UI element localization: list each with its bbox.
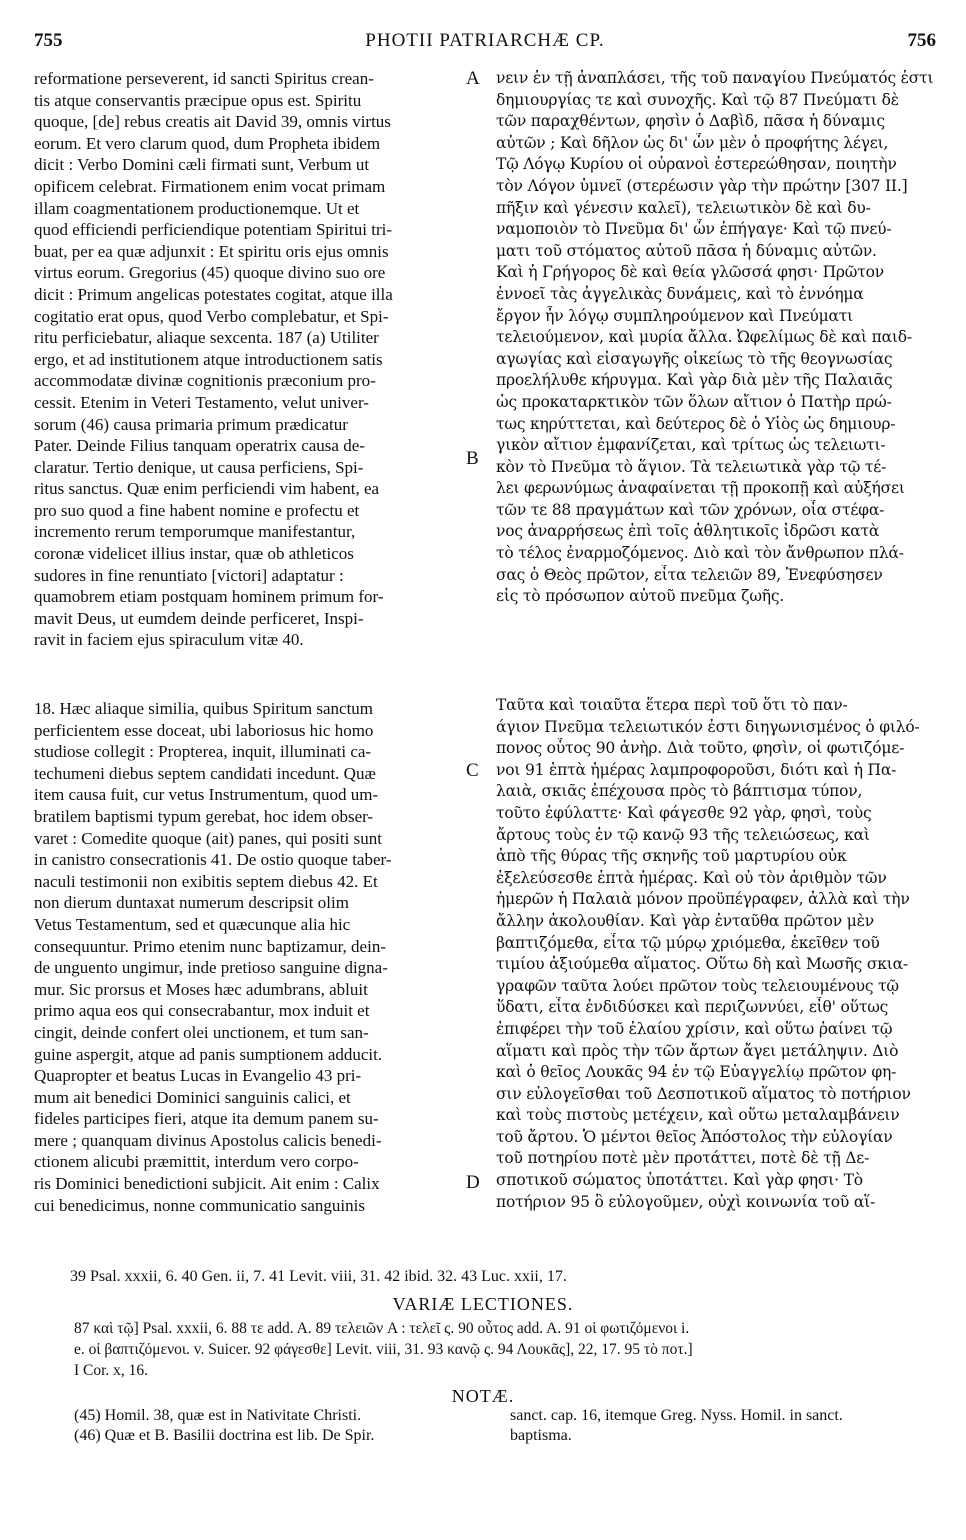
- greek-line: ἄλλην ἀκολουθίαν. Καὶ γὰρ ἐνταῦθα πρῶτον μὲν: [496, 911, 874, 930]
- greek-line: ἔργον ἦν λόγῳ συμπληρούμενον καὶ Πνεύματι: [496, 306, 853, 325]
- latin-line: perficientem esse doceat, ubi laboriosus hic homo: [34, 720, 374, 740]
- note-line: (45) Homil. 38, quæ est in Nativitate Christi.: [74, 1407, 362, 1424]
- latin-line: mavit Deus, ut eumdem deinde perficeret, Inspi-: [34, 608, 364, 628]
- latin-column-bottom: [34, 698, 486, 1216]
- greek-line: ἄρτους τοὺς ἐν τῷ κανῷ 93 τῆς τελειώσεως, καὶ: [496, 825, 870, 844]
- greek-line: τὸν Λόγον ὑμνεῖ (στερέωσιν γὰρ τὴν πρώτην [307 II.]: [496, 176, 908, 195]
- greek-line: τιμίου ἀξιούμεθα αἵματος. Οὕτω δὴ καὶ Μωσῆς σκια-: [496, 955, 908, 974]
- variae-lectiones: [74, 1318, 936, 1381]
- notae-right: [510, 1406, 940, 1446]
- greek-line: σποτικοῦ σώματος ὑποτάττει. Καὶ γὰρ φησι· Τὸ: [496, 1171, 863, 1190]
- greek-line: τῶν τε 88 πραγμάτων καὶ τῶν χρόνων, οἷα στέφα-: [496, 500, 885, 519]
- latin-line: pro suo quod a fine habent nomine e profectu et: [34, 500, 360, 520]
- latin-line: quamobrem etiam postquam hominem primum for-: [34, 587, 384, 607]
- latin-line: ritu perficiebatur, aliaque sexcenta. 187 (a) Utiliter: [34, 328, 379, 348]
- latin-line: buat, per ea quæ adjunxit : Et spiritu oris ejus omnis: [34, 241, 389, 261]
- latin-line: claratur. Tertio denique, ut causa perficiens, Spi-: [34, 457, 364, 477]
- margin-markers: [466, 68, 490, 1268]
- latin-line: ctionem alicubi præmittit, interdum vero corpo-: [34, 1152, 359, 1172]
- greek-line: εἰς τὸ πρόσωπον αὐτοῦ πνεῦμα ζωῆς.: [496, 587, 785, 606]
- greek-line: προελήλυθε κήρυγμα. Καὶ γὰρ διὰ μὲν τῆς Παλαιᾶς: [496, 371, 893, 390]
- greek-line: ὕδατι, εἶτα ἐνδιδύσκει καὶ περιζωννύει, εἶθ' οὕτως: [496, 998, 889, 1017]
- page-number-left: 755: [34, 30, 63, 51]
- latin-line: in canistro consecrationis 41. De ostio quoque taber-: [34, 850, 392, 870]
- latin-line: ravit in faciem ejus spiraculum vitæ 40.: [34, 630, 304, 650]
- margin-marker: B: [466, 448, 479, 469]
- greek-line: ἐπιφέρει τὴν τοῦ ἐλαίου χρίσιν, καὶ οὕτω ῥαίνει τῷ: [496, 1019, 893, 1038]
- latin-line: cessit. Etenim in Veteri Testamento, velut univer-: [34, 392, 369, 412]
- notae-heading: NOTÆ.: [451, 1386, 515, 1406]
- greek-line: ὡς προκαταρκτικὸν τῶν ὅλων αἴτιον ὁ Πατὴρ πρώ-: [496, 392, 892, 411]
- greek-line: ἀπὸ τῆς θύρας τῆς σκηνῆς τοῦ μαρτυρίου οὐκ: [496, 847, 847, 866]
- running-title: PHOTII PATRIARCHÆ CP.: [365, 30, 605, 51]
- note-line: sanct. cap. 16, itemque Greg. Nyss. Homil. in sanct.: [510, 1407, 843, 1424]
- margin-marker: C: [466, 760, 479, 781]
- latin-line: illam coagmentationem productionemque. Ut et: [34, 198, 360, 218]
- latin-line: virtus eorum. Gregorius (45) quoque divino suo ore: [34, 263, 386, 283]
- latin-line: accommodatæ divinæ cognitionis præconium pro-: [34, 371, 376, 391]
- latin-line: naculi testimonii non exibitis septem diebus 42. Et: [34, 871, 378, 891]
- latin-line: consequuntur. Primo etenim nunc baptizamur, dein-: [34, 936, 386, 956]
- latin-line: ergo, et ad institutionem atque introductionem satis: [34, 349, 383, 369]
- latin-line: Pater. Deinde Filius tanquam operatrix causa de-: [34, 436, 365, 456]
- greek-line: τελειούμενον, καὶ μυρία ἄλλα. Ὠφελίμως δὲ καὶ παιδ-: [496, 328, 912, 347]
- page-number-right: 756: [907, 30, 936, 51]
- latin-line: primo aqua eos qui consecrabantur, mox induit et: [34, 1001, 370, 1021]
- greek-line: καὶ τοὺς πιστοὺς μετέχειν, καὶ οὕτω μεταλαμβάνειν: [496, 1106, 900, 1125]
- latin-line: cui benedicimus, nonne communicatio sanguinis: [34, 1195, 365, 1215]
- latin-line: varet : Comedite quoque (ait) panes, qui positi sunt: [34, 828, 382, 848]
- latin-line: ris Dominici benedictioni subjicit. Ait enim : Calix: [34, 1174, 380, 1194]
- greek-column-bottom: [496, 695, 936, 1213]
- latin-line: studiose collegit : Propterea, inquit, illuminati ca-: [34, 742, 372, 762]
- latin-line: bratilem baptismi typum gerebat, hoc idem obser-: [34, 806, 374, 826]
- page-header: [34, 30, 936, 58]
- greek-line: τὸ τέλος ἐναρμοζόμενος. Διὸ καὶ τὸν ἄνθρωπον πλά-: [496, 544, 904, 563]
- greek-line: λει φερωνύμως ἀναφαίνεται τῇ προκοπῇ καὶ αὐξήσει: [496, 479, 905, 498]
- greek-line: αγωγίας καὶ εἰσαγωγῆς οἰκείως τὸ τῆς θεογνωσίας: [496, 349, 893, 368]
- variant-line: I Cor. x, 16.: [74, 1362, 149, 1379]
- greek-line: Καὶ ἡ Γρήγορος δὲ καὶ θεία γλῶσσά φησι· Πρῶτον: [496, 263, 884, 282]
- latin-line: 18. Hæc aliaque similia, quibus Spiritum sanctum: [34, 699, 374, 718]
- latin-line: mere ; quanquam divinus Apostolus calicis benedi-: [34, 1130, 382, 1150]
- latin-line: Quapropter et beatus Lucas in Evangelio 43 pri-: [34, 1066, 362, 1086]
- greek-line: ποτήριον 95 ὃ εὐλογοῦμεν, οὐχὶ κοινωνία τοῦ αἵ-: [496, 1192, 876, 1211]
- greek-line: τοῦτο ἐφύλαττε· Καὶ φάγεσθε 92 γὰρ, φησὶ, τοὺς: [496, 803, 872, 822]
- latin-line: eorum. Et vero clarum quod, dum Propheta ibidem: [34, 133, 381, 153]
- greek-line: βαπτιζόμεθα, εἶτα τῷ μύρῳ χριόμεθα, ἐκεῖθεν τοῦ: [496, 933, 880, 952]
- latin-line: incremento rerum temporumque manifestantur,: [34, 522, 356, 542]
- greek-line: πῆξιν καὶ γένεσιν καλεῖ), τελειωτικὸν δὲ καὶ δυ-: [496, 198, 871, 217]
- latin-line: tis atque conservantis præcipue opus est. Spiritu: [34, 90, 362, 110]
- greek-line: ναμοποιὸν τὸ Πνεῦμα δι' ὧν ἐπήγαγε· Καὶ τῷ πνεύ-: [496, 220, 892, 239]
- latin-line: ritus sanctus. Quæ enim perficiendi vim habent, ea: [34, 479, 380, 499]
- greek-line: ἐννοεῖ τὰς ἀγγελικὰς δυνάμεις, καὶ τὸ ἐννόημα: [496, 284, 864, 303]
- greek-line: τως κηρύττεται, καὶ δεύτερος δὲ ὁ Υἱὸς ὡς δημιουρ-: [496, 414, 896, 433]
- greek-line: γραφῶν ταῦτα λούει πρῶτον τοὺς τελειουμένους τῷ: [496, 976, 899, 995]
- latin-line: cingit, deinde confert olei unctionem, et tum san-: [34, 1022, 369, 1042]
- greek-line: σιν εὐλογεῖσθαι τοῦ Δεσποτικοῦ αἵματος τὸ ποτήριον: [496, 1084, 911, 1103]
- margin-marker: D: [466, 1172, 480, 1193]
- latin-line: reformatione perseverent, id sancti Spiritus crean-: [34, 69, 374, 88]
- latin-line: cogitatio erat opus, quod Verbo complebatur, et Spi-: [34, 306, 389, 326]
- latin-line: mum ait benedici Dominici sanguinis calici, et: [34, 1087, 351, 1107]
- notae-left: [74, 1406, 494, 1446]
- variant-line: 87 καὶ τῷ] Psal. xxxii, 6. 88 τε add. A. 89 τελειῶν A : τελεῖ ς. 90 οὗτος add. A. 91 οἱ φωτιζόμενοι i.: [74, 1320, 690, 1337]
- greek-line: άγιον Πνεῦμα τελειωτικόν ἐστι διηγωνισμένος ὁ φιλό-: [496, 717, 920, 736]
- greek-line: αὐτῶν ; Καὶ δῆλον ὡς δι' ὧν μὲν ὁ προφήτης λέγει,: [496, 133, 889, 152]
- greek-line: ἡμερῶν ἡ Παλαιὰ μόνον προϋπέγραφεν, ἀλλὰ καὶ τὴν: [496, 890, 910, 909]
- greek-line: καὶ ὁ θεῖος Λουκᾶς 94 ἐν τῷ Εὐαγγελίῳ πρῶτον φη-: [496, 1063, 897, 1082]
- variant-line: e. οἱ βαπτιζόμενοι. v. Suicer. 92 φάγεσθε] Levit. viii, 31. 93 κανῷ ς. 94 Λουκᾶς], 22, 17. 95 τὸ ποτ.]: [74, 1341, 693, 1358]
- greek-line: νος ἀναρρήσεως ἐπὶ τοῖς ἀθλητικοῖς ἱδρῶσι κατὰ: [496, 522, 880, 541]
- greek-line: ἐξελεύσεσθε ἑπτὰ ἡμέρας. Καὶ οὐ τὸν ἀριθμὸν τῶν: [496, 868, 887, 887]
- greek-line: αἵματι καὶ πρὸς τὴν τῶν ἄρτων ἄγει μετάληψιν. Διὸ: [496, 1041, 899, 1060]
- greek-line: δημιουργίας τε καὶ συνοχῆς. Καὶ τῷ 87 Πνεύματι δὲ: [496, 90, 899, 109]
- latin-line: coronæ videlicet illius instar, quæ ob athleticos: [34, 544, 354, 564]
- latin-line: opificem celebrat. Firmationem enim vocat primam: [34, 176, 386, 196]
- latin-line: guine aspergit, atque ad panis sumptionem adducit.: [34, 1044, 383, 1064]
- latin-line: dicit : Primum angelicas potestates cogitat, atque illa: [34, 284, 393, 304]
- variae-lectiones-heading: VARIÆ LECTIONES.: [392, 1294, 574, 1314]
- greek-line: Τῷ Λόγῳ Κυρίου οἱ οὐρανοὶ ἐστερεώθησαν, ποιητὴν: [496, 155, 897, 174]
- scripture-footnotes: 39 Psal. xxxii, 6. 40 Gen. ii, 7. 41 Levit. viii, 31. 42 ibid. 32. 43 Luc. xxii, 17.: [70, 1268, 567, 1285]
- greek-line: νειν ἐν τῇ ἀναπλάσει, τῆς τοῦ παναγίου Πνεύματός ἐστι: [496, 69, 934, 87]
- greek-line: λαιὰ, σκιᾶς ἐπέχουσα πρὸς τὸ βάπτισμα τύπον,: [496, 782, 863, 801]
- latin-line: dicit : Verbo Domini cæli firmati sunt, Verbum ut: [34, 155, 370, 175]
- note-line: baptisma.: [510, 1427, 572, 1444]
- greek-line: τοῦ ἄρτου. Ὁ μέντοι θεῖος Ἀπόστολος τὴν εὐλογίαν: [496, 1127, 893, 1146]
- latin-line: fideles participes fieri, atque ita demum panem su-: [34, 1109, 379, 1129]
- greek-line: τοῦ ποτηρίου ποτὲ μὲν προτάττει, ποτὲ δὲ τῇ Δε-: [496, 1149, 870, 1168]
- greek-line: νοι 91 ἑπτὰ ἡμέρας λαμπροφοροῦσι, διότι καὶ ἡ Πα-: [496, 760, 897, 779]
- latin-line: non dierum duntaxat numerum descripsit olim: [34, 893, 349, 913]
- greek-line: τῶν παραχθέντων, φησὶν ὁ Δαβὶδ, πᾶσα ἡ δύναμις: [496, 112, 885, 131]
- latin-line: techumeni diebus septem candidati incedunt. Quæ: [34, 763, 376, 783]
- latin-line: mur. Sic prorsus et Moses hæc adumbrans, abluit: [34, 979, 368, 999]
- greek-line: ματι τοῦ στόματος αὐτοῦ πᾶσα ἡ δύναμις αὐτῶν.: [496, 241, 877, 260]
- latin-line: quoque, [de] rebus creatis ait David 39, omnis virtus: [34, 112, 391, 132]
- greek-line: κὸν τὸ Πνεῦμα τὸ ἅγιον. Τὰ τελειωτικὰ γὰρ τῷ τέ-: [496, 457, 887, 476]
- margin-marker: A: [466, 68, 480, 89]
- latin-line: quod efficiendi perficiendique potentiam Spiritui tri-: [34, 220, 393, 240]
- greek-line: σας ὁ Θεὸς πρῶτον, εἶτα τελειῶν 89, Ἐνεφύσησεν: [496, 565, 883, 584]
- greek-column-top: [496, 68, 936, 608]
- latin-column-top: [34, 68, 486, 651]
- note-line: (46) Quæ et B. Basilii doctrina est lib. De Spir.: [74, 1427, 375, 1444]
- greek-line: πονος οὗτος 90 ἀνὴρ. Διὰ τοῦτο, φησὶν, οἱ φωτιζόμε-: [496, 739, 905, 758]
- greek-line: γικὸν αἴτιον ἐμφανίζεται, καὶ τρίτως ὡς τελειωτι-: [496, 436, 886, 455]
- latin-line: sudores in fine renuntiato [victori] adaptatur :: [34, 565, 344, 585]
- latin-line: de unguento ungimur, inde pretioso sanguine digna-: [34, 958, 388, 978]
- latin-line: sorum (46) causa primaria primum prædicatur: [34, 414, 348, 434]
- latin-line: Vetus Testamentum, sed et quæcunque alia hic: [34, 914, 351, 934]
- greek-line: Ταῦτα καὶ τοιαῦτα ἕτερα περὶ τοῦ ὅτι τὸ παν-: [496, 696, 848, 714]
- latin-line: item causa fuit, cur vetus Instrumentum, quod um-: [34, 785, 379, 805]
